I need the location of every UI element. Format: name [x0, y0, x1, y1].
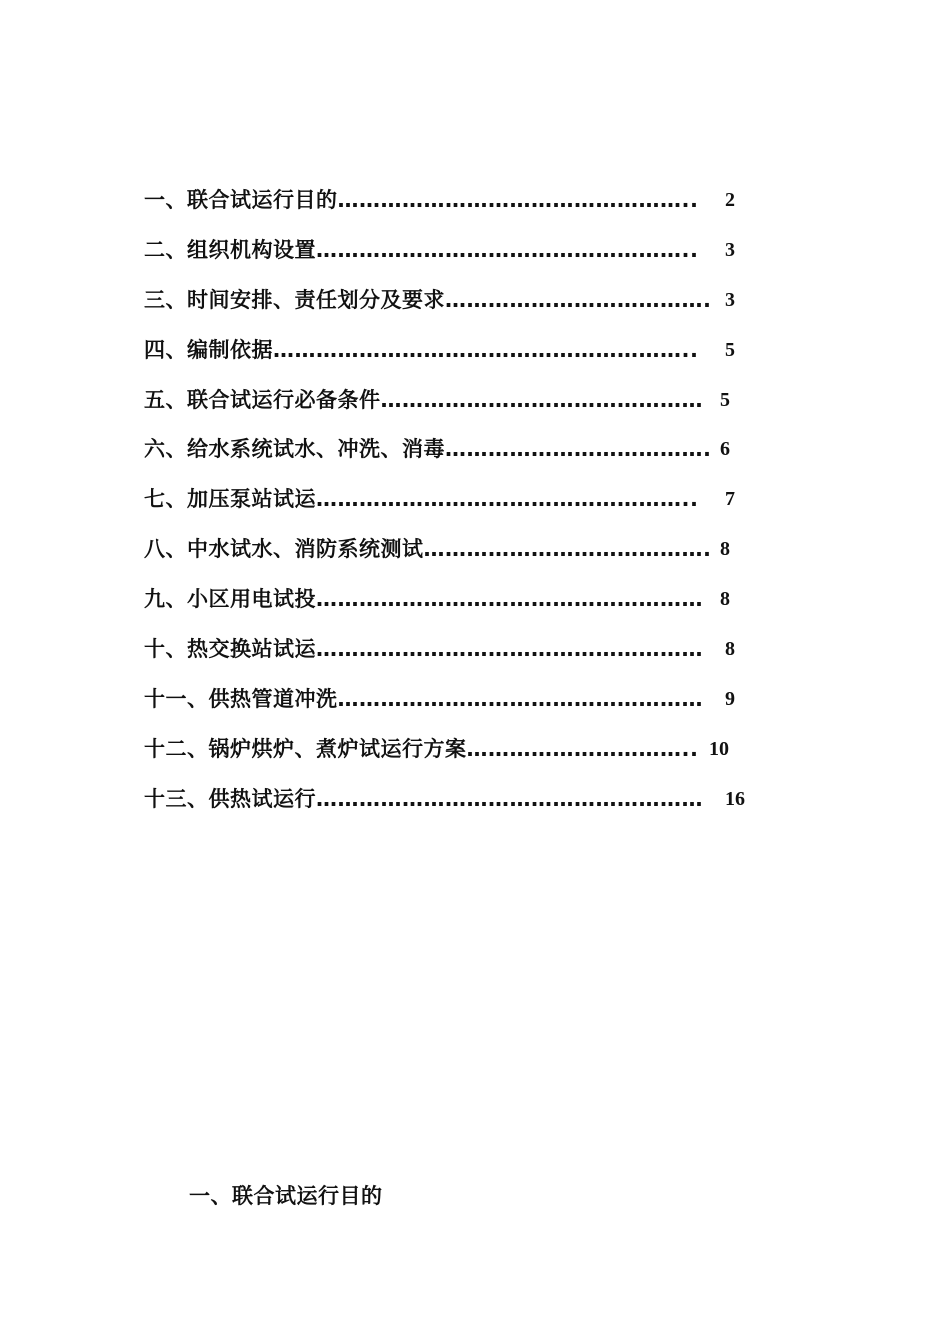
toc-entry-page: 8 — [720, 588, 730, 611]
toc-entry[interactable] — [144, 334, 784, 384]
toc-entry-title: 四、编制依据………………………………………………….. — [144, 337, 699, 362]
toc-entry-page: 6 — [720, 438, 730, 461]
toc-entry-page: 16 — [725, 787, 745, 810]
toc-entry-title: 十一、供热管道冲洗…………………………………………… — [144, 686, 703, 711]
toc-entry[interactable] — [144, 783, 784, 833]
toc-entry-title: 八、中水试水、消防系统测试…………………………………. — [144, 537, 712, 562]
toc-entry-title: 十、热交换站试运……………………………………………… — [144, 637, 703, 662]
toc-entry[interactable] — [144, 384, 784, 434]
toc-entry[interactable] — [144, 184, 784, 234]
toc-entry[interactable] — [144, 284, 784, 334]
toc-entry-page: 5 — [725, 338, 735, 361]
section-heading: 一、联合试运行目的 — [189, 1184, 383, 1208]
toc-entry[interactable] — [144, 683, 784, 733]
toc-entry[interactable] — [144, 234, 784, 284]
toc-entry-title: 三、时间安排、责任划分及要求………………………………. — [144, 287, 712, 312]
toc-entry-page: 2 — [725, 189, 735, 211]
toc-entry-page: 5 — [720, 388, 730, 411]
toc-entry-page: 8 — [725, 638, 735, 661]
toc-entry-title: 七、加压泵站试运…………………………………………….. — [144, 487, 699, 512]
toc-entry-title: 九、小区用电试投……………………………………………… — [144, 587, 703, 612]
toc-entry[interactable] — [144, 483, 784, 533]
toc-entry[interactable] — [144, 583, 784, 633]
toc-entry-title: 五、联合试运行必备条件……………………………………… — [144, 387, 703, 412]
toc-entry-page: 3 — [725, 288, 735, 311]
toc-entry[interactable] — [144, 733, 784, 783]
toc-entry-page: 9 — [725, 687, 735, 710]
toc-entry-page: 7 — [725, 488, 735, 511]
toc-entry-page: 3 — [725, 238, 735, 261]
toc-entry[interactable] — [144, 633, 784, 683]
toc-entry-title: 十二、锅炉烘炉、煮炉试运行方案………………………….. — [144, 736, 699, 761]
toc-entry-title: 六、给水系统试水、冲洗、消毒………………………………. — [144, 437, 712, 462]
toc-entry-page: 10 — [709, 737, 729, 760]
toc-entry-title: 一、联合试运行目的………………………………………….. — [144, 188, 699, 212]
toc-entry-page: 8 — [720, 538, 730, 561]
toc-entry[interactable] — [144, 533, 784, 583]
table-of-contents — [144, 184, 784, 833]
toc-entry[interactable] — [144, 433, 784, 483]
toc-entry-title: 十三、供热试运行……………………………………………… — [144, 786, 703, 811]
toc-entry-title: 二、组织机构设置…………………………………………….. — [144, 237, 699, 262]
